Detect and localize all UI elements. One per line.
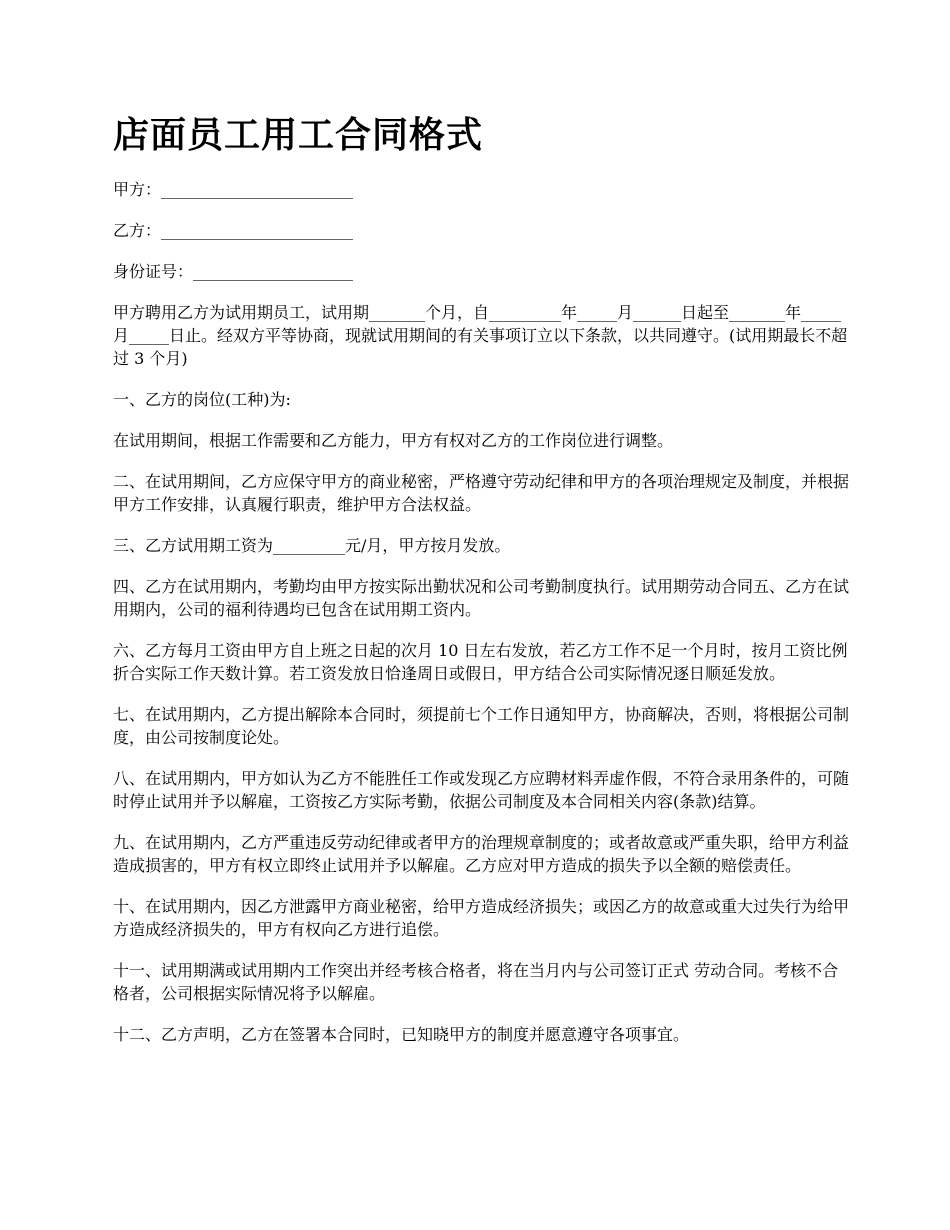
clause-7: 七、在试用期内，乙方提出解除本合同时，须提前七个工作日通知甲方，协商解决，否则，将根据公司制度，由公司按制度论处。: [113, 705, 850, 747]
party-a-line: 甲方：________________________: [113, 180, 354, 199]
clause-10: 十、在试用期内，因乙方泄露甲方商业秘密，给甲方造成经济损失；或因乙方的故意或重大过失行为给甲方造成经济损失的，甲方有权向乙方进行追偿。: [113, 897, 850, 939]
clause-6: 六、乙方每月工资由甲方自上班之日起的次月 10 日左右发放，若乙方工作不足一个月时，按月工资比例折合实际工作天数计算。若工资发放日恰逢周日或假日，甲方结合公司实际情况逐日顺延发放。: [113, 641, 848, 683]
clause-11: 十一、试用期满或试用期内工作突出并经考核合格者，将在当月内与公司签订正式 劳动合同。考核不合格者，公司根据实际情况将予以解雇。: [113, 961, 839, 1003]
document-page: [113, 108, 853, 1064]
clause-9: 九、在试用期内，乙方严重违反劳动纪律或者甲方的治理规章制度的；或者故意或严重失职，给甲方利益造成损害的，甲方有权立即终止试用并予以解雇。乙方应对甲方造成的损失予以全额的赔偿责任。: [113, 833, 850, 875]
clause-2: 二、在试用期间，乙方应保守甲方的商业秘密，严格遵守劳动纪律和甲方的各项治理规定及制度，并根据甲方工作安排，认真履行职责，维护甲方合法权益。: [113, 472, 850, 514]
clause-1-adjustment: 在试用期间，根据工作需要和乙方能力，甲方有权对乙方的工作岗位进行调整。: [113, 431, 674, 450]
id-number-line: 身份证号：____________________: [113, 262, 354, 281]
intro-paragraph: 甲方聘用乙方为试用期员工，试用期_______个月，自_________年_____月______日起至_______年_____月_____日止。经双方平等协商，现就试用期间的有关事项订立以下条款，以共同遵守。(试用期最长不超过 3 个月): [113, 303, 848, 368]
clause-3: 三、乙方试用期工资为_________元/月，甲方按月发放。: [113, 536, 511, 555]
clause-1-position: 一、乙方的岗位(工种)为:: [113, 390, 291, 409]
party-b-line: 乙方：________________________: [113, 221, 354, 240]
clause-12: 十二、乙方声明，乙方在签署本合同时，已知晓甲方的制度并愿意遵守各项事宜。: [113, 1025, 690, 1044]
document-title: 店面员工用工合同格式: [113, 115, 484, 156]
clause-4-5: 四、乙方在试用期内，考勤均由甲方按实际出勤状况和公司考勤制度执行。试用期劳动合同五、乙方在试用期内，公司的福利待遇均已包含在试用期工资内。: [113, 577, 850, 619]
clause-8: 八、在试用期内，甲方如认为乙方不能胜任工作或发现乙方应聘材料弄虚作假，不符合录用条件的，可随时停止试用并予以解雇，工资按乙方实际考勤，依据公司制度及本合同相关内容(条款)结算。: [113, 769, 850, 811]
